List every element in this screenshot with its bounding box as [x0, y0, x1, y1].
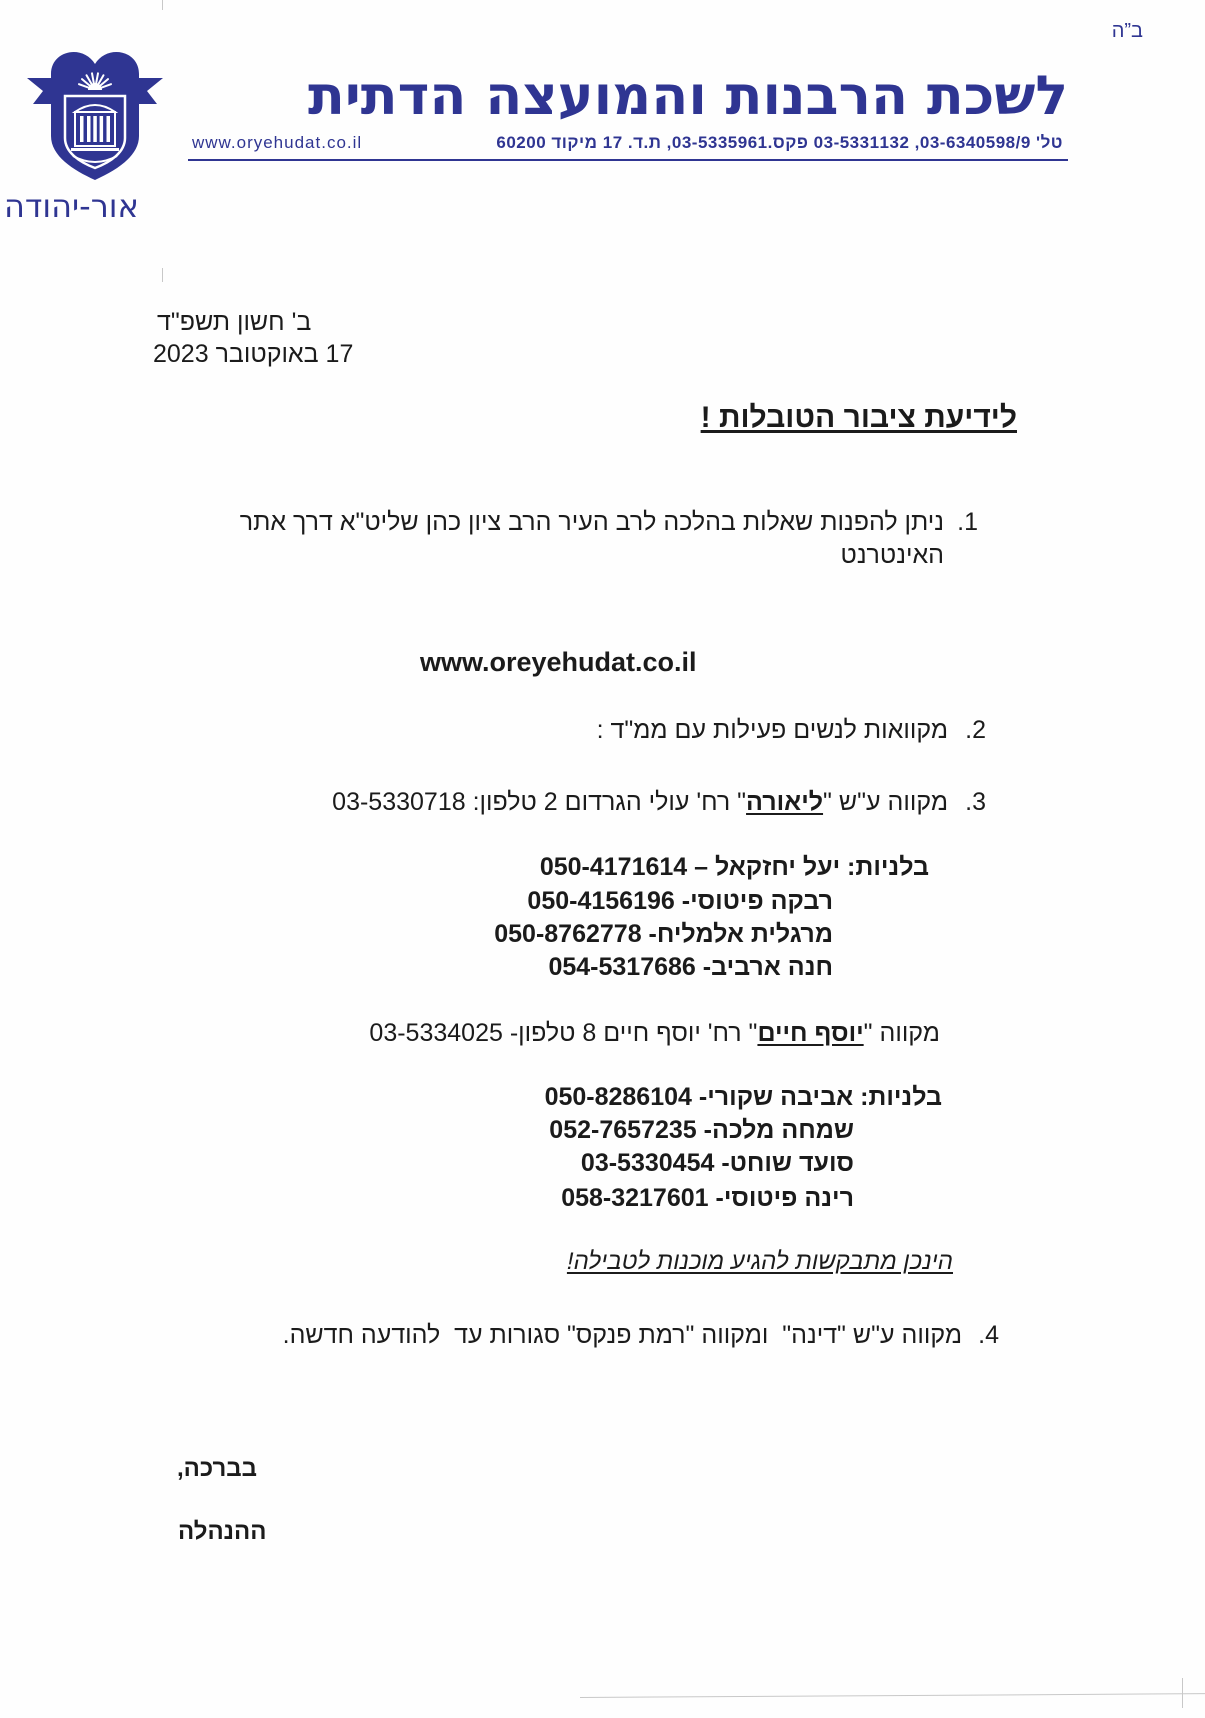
item-3-suffix: " רח' עולי הגרדום 2 טלפון: 03-5330718: [332, 788, 747, 816]
scan-edge-mark: [162, 268, 163, 282]
item-1-text-line-2: האינטרנט: [840, 541, 944, 569]
letterhead-contact: טל' 03-6340598/9, 03-5331132 פקס.03-5335961, ת.ד. 17 מיקוד 60200: [496, 133, 1063, 152]
mikveh-2-prefix: מקווה ": [863, 1019, 940, 1047]
letterhead-title: לשכת הרבנות והמועצה הדתית: [307, 64, 1068, 127]
gregorian-date: 17 באוקטובר 2023: [153, 340, 354, 368]
attendant-line: שמחה מלכה- 052-7657235: [549, 1116, 854, 1144]
letterhead-rule: [188, 159, 1068, 161]
item-2-text: מקוואות לנשים פעילות עם ממ"ד :: [596, 716, 948, 744]
letterhead-website: www.oryehudat.co.il: [192, 133, 363, 152]
site-url: www.oreyehudat.co.il: [420, 647, 697, 677]
attendant-line: חנה ארביב- 054-5317686: [548, 953, 833, 981]
mikveh-2-text: [369, 1018, 940, 1048]
mikveh-2-suffix: " רח' יוסף חיים 8 טלפון- 03-5334025: [369, 1019, 758, 1047]
attendant-line: סועד שוחט- 03-5330454: [580, 1149, 854, 1177]
scan-edge-mark: [162, 0, 163, 10]
item-3-prefix: מקווה ע"ש ": [823, 788, 948, 816]
attendant-line: בלניות: יעל יחזקאל – 050-4171614: [539, 853, 929, 881]
hebrew-date: ב' חשון תשפ"ד: [157, 308, 312, 336]
notice-heading: לידיעת ציבור הטובלות !: [700, 401, 1017, 434]
closing-greeting: בברכה,: [177, 1455, 258, 1482]
bh-mark: ב”ה: [1111, 20, 1143, 42]
item-3-number: 3.: [965, 788, 986, 816]
scan-edge-line: [580, 1693, 1205, 1698]
item-1-text-line-1: ניתן להפנות שאלות בהלכה לרב העיר הרב ציון כהן שליט"א דרך אתר: [239, 508, 944, 536]
item-1-number: 1.: [957, 508, 978, 536]
city-name: אור-יהודה: [4, 187, 139, 225]
mikveh-name-yosef-chaim: יוסף חיים: [757, 1019, 864, 1047]
item-4-number: 4.: [978, 1321, 999, 1349]
preparation-instruction: הינכן מתבקשות להגיע מוכנות לטבילה!: [566, 1248, 953, 1275]
attendant-line: מרגלית אלמליח- 050-8762778: [494, 920, 833, 948]
attendant-line: רבקה פיטוסי- 050-4156196: [527, 887, 833, 915]
item-2-number: 2.: [965, 716, 986, 744]
attendant-line: רינה פיטוסי- 058-3217601: [561, 1184, 854, 1212]
closing-signature: ההנהלה: [178, 1518, 267, 1545]
scan-edge-mark: [1182, 1678, 1183, 1708]
item-3-text: [332, 787, 948, 817]
municipal-emblem-icon: [27, 44, 163, 182]
mikveh-name-lior: ליאורה: [746, 788, 824, 816]
attendant-line: בלניות: אביבה שקורי- 050-8286104: [544, 1083, 942, 1111]
item-4-text: מקווה ע"ש "דינה" ומקווה "רמת פנקס" סגורות עד להודעה חדשה.: [282, 1321, 962, 1349]
